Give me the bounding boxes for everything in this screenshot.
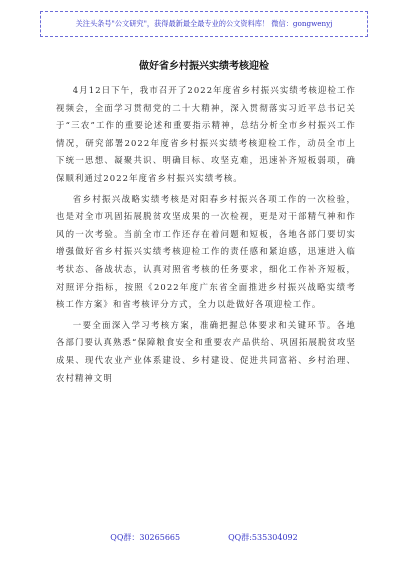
header-banner — [40, 11, 368, 37]
footer-qq-group-2: QQ群:535304092 — [228, 533, 298, 542]
document-body — [56, 82, 356, 390]
paragraph-2: 省乡村振兴战略实绩考核是对阳春乡村振兴各项工作的一次检验，也是对全市巩固拓展脱贫攻坚成果的一次检视，更是对干部精气神和作风的一次考验。当前全市工作还存在着问题和短板，各地各部门要切实增强做好省乡村振兴实绩考核迎检工作的责任感和紧迫感，迅速进入临考状态、备战状态，认真对照省考核的任务要求，细化工作补齐短板，对照评分指标，按照《2022年度广东省全面推进乡村振兴战略实绩考核工作方案》和省考核评分方式，全力以赴做好各项迎检工作。 — [56, 193, 356, 310]
paragraph-1: 4月12日下午，我市召开了2022年度省乡村振兴实绩考核迎检工作视频会，全面学习贯彻党的二十大精神，深入贯彻落实习近平总书记关于“三农”工作的重要论述和重要指示精神，总结分析全市乡村振兴工作情况，研究部署2022年度省乡村振兴实绩考核迎检工作，动员全市上下统一思想、凝聚共识、明确目标、攻坚克难，迅速补齐短板弱项，确保顺利通过2022年度省乡村振兴实绩考核。 — [56, 85, 356, 183]
footer-qq-group-1: QQ群：30265665 — [110, 533, 181, 542]
banner-text: 关注头条号"公文研究"，获得最新最全最专业的公文资料库！ 微信：gongwenyj — [75, 19, 333, 28]
paragraph-3: 一要全面深入学习考核方案，准确把握总体要求和关键环节。各地各部门要认真熟悉“保障粮食安全和重要农产品供给、巩固拓展脱贫攻坚成果、现代农业产业体系建设、乡村建设、促进共同富裕、乡村治理、农村精神文明 — [56, 319, 356, 383]
document-title: 做好省乡村振兴实绩考核迎检 — [139, 61, 269, 72]
footer — [0, 532, 408, 543]
